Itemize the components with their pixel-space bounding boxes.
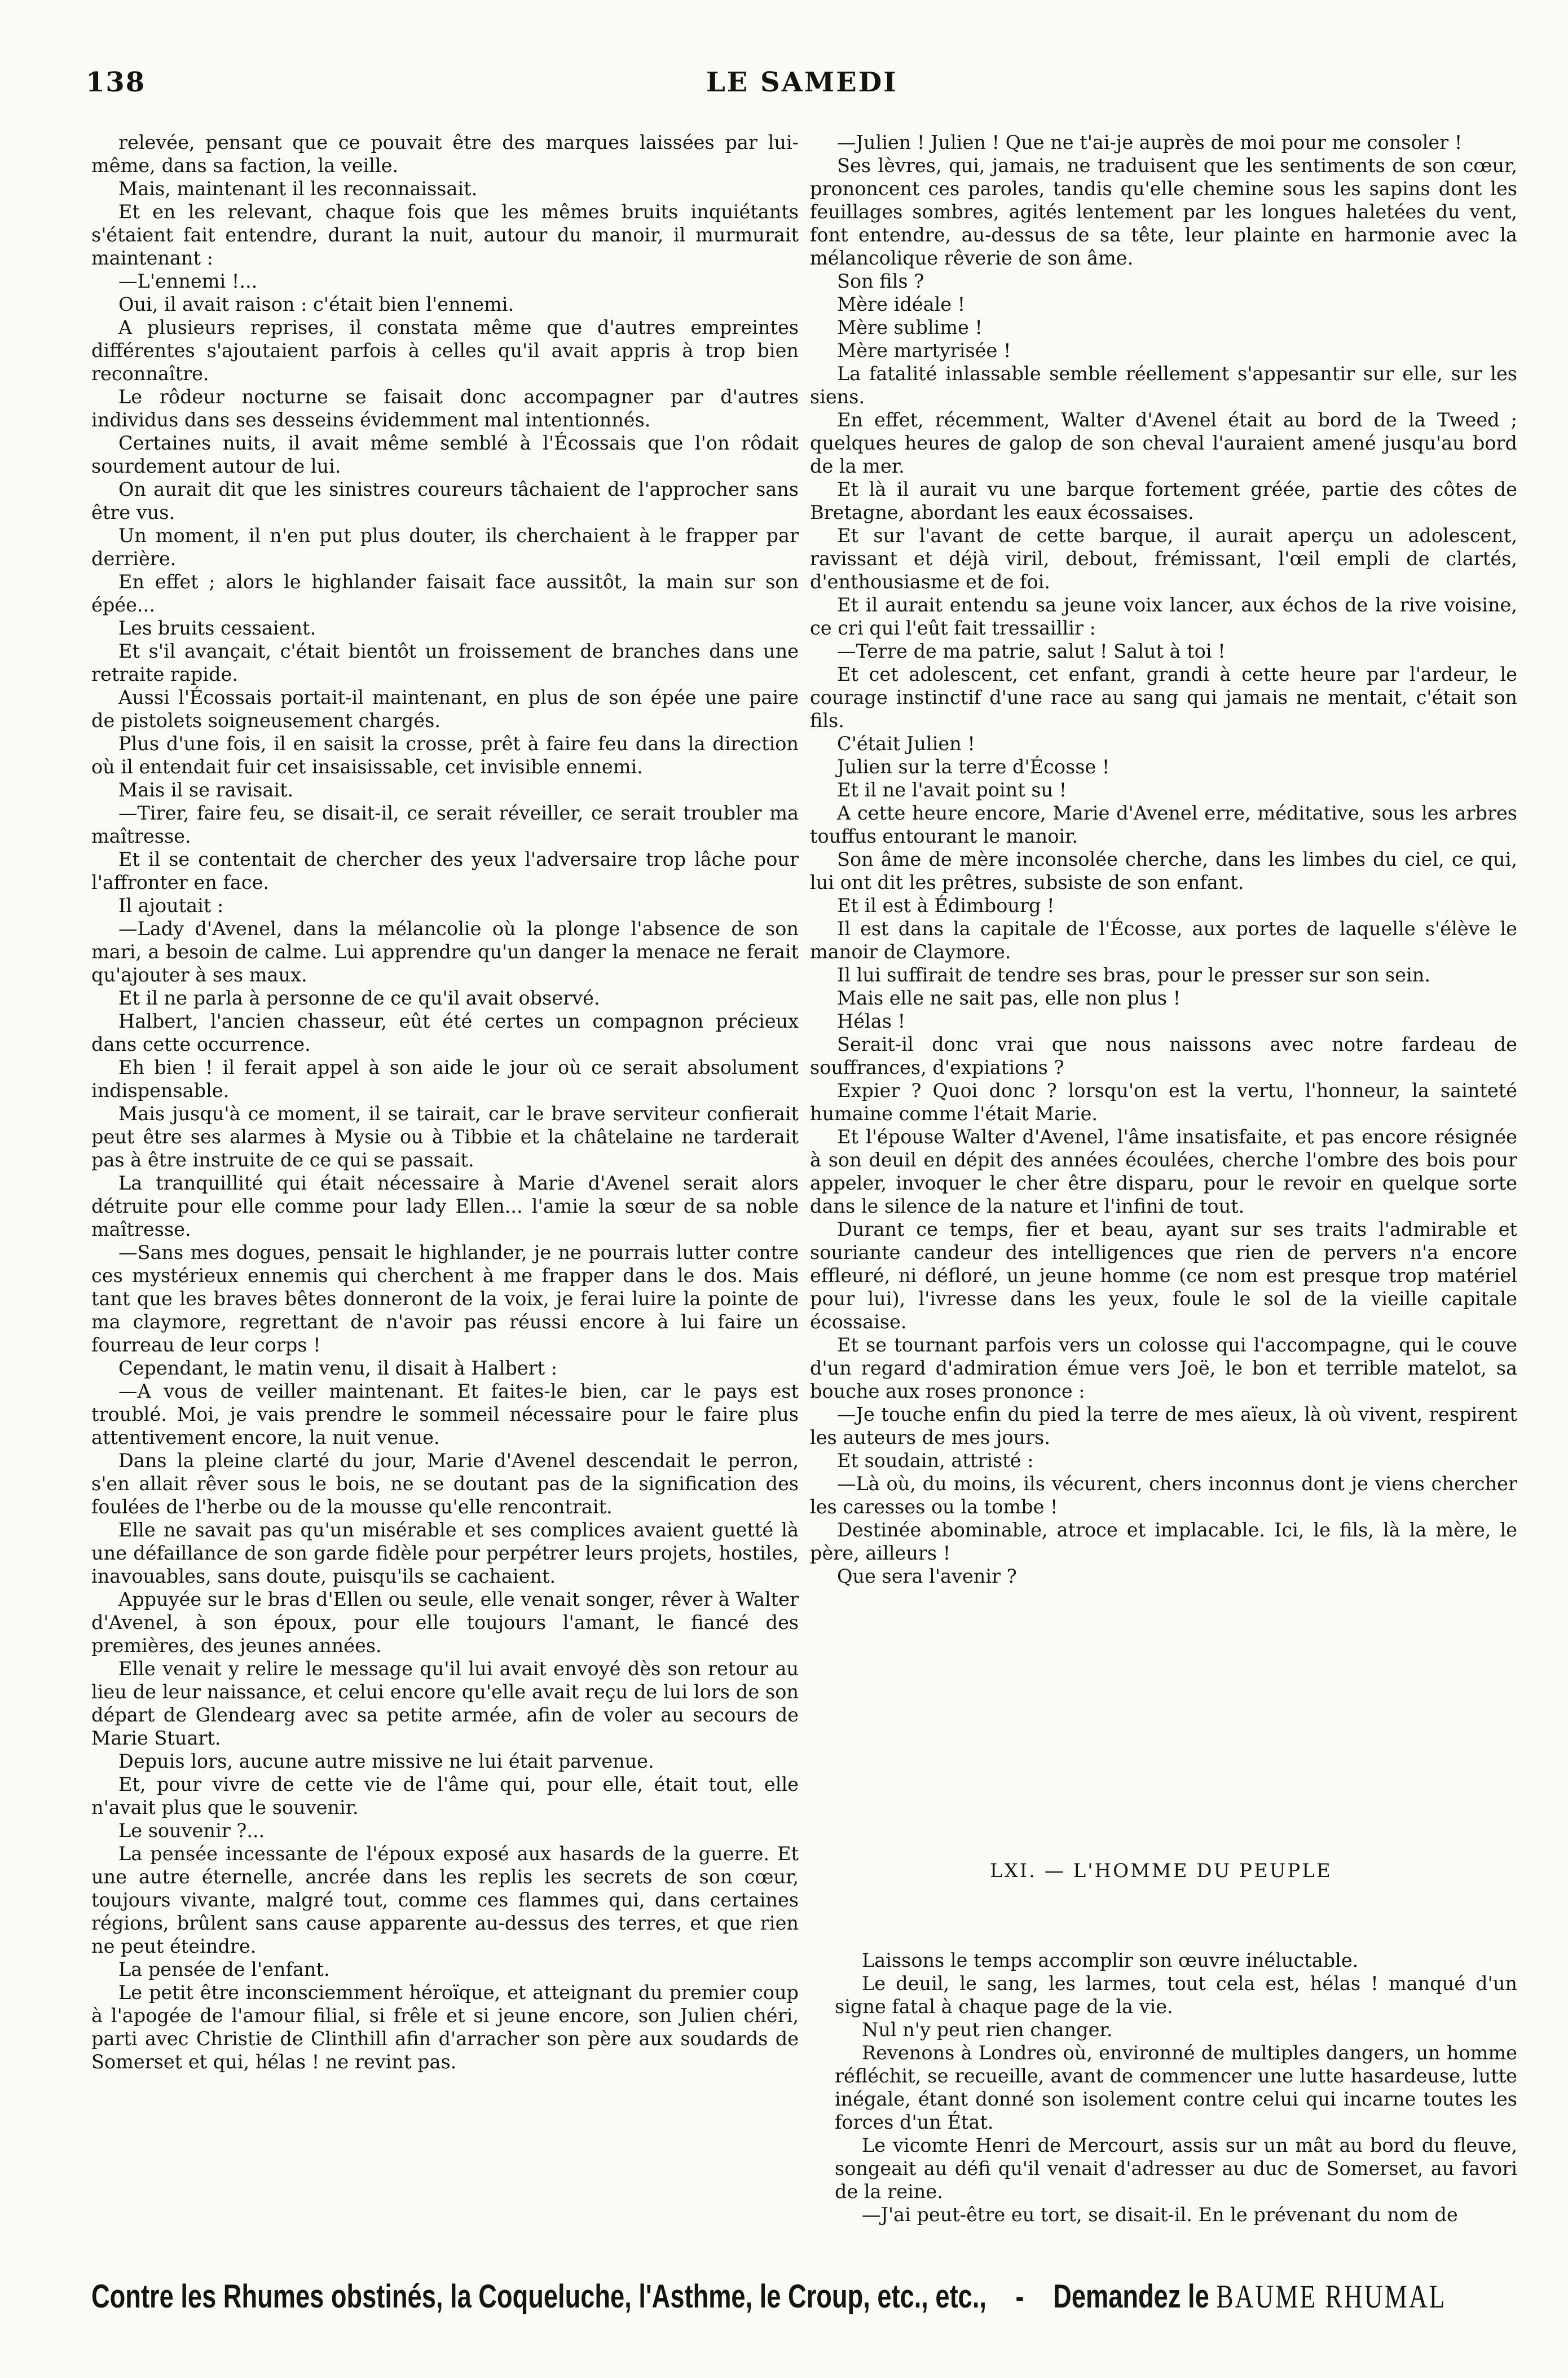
paragraph: Et cet adolescent, cet enfant, grandi à cette heure par l'ardeur, le courage instinctif d'une race au sang qui jamais ne mentait, c'était son fils. xyxy=(810,663,1517,732)
paragraph: Le rôdeur nocturne se faisait donc accompagner par d'autres individus dans ses desseins évidemment mal intentionnés. xyxy=(91,386,799,431)
paragraph: En effet ; alors le highlander faisait face aussitôt, la main sur son épée... xyxy=(91,571,799,616)
paragraph: Le souvenir ?... xyxy=(118,1820,265,1842)
paragraph: —J'ai peut-être eu tort, se disait-il. En le prévenant du nom de xyxy=(862,2204,1458,2226)
paragraph: Expier ? Quoi donc ? lorsqu'on est la vertu, l'honneur, la sainteté humaine comme l'était Marie. xyxy=(810,1080,1517,1125)
paragraph: Elle venait y relire le message qu'il lui avait envoyé dès son retour au lieu de leur naissance, et celui encore qu'elle avait reçu de lui lors de son départ de Glendearg avec sa petite armée, afin de voler au secours de Marie Stuart. xyxy=(91,1658,799,1749)
paragraph: Hélas ! xyxy=(837,1010,906,1032)
paragraph: Mère sublime ! xyxy=(837,316,983,338)
paragraph: A plusieurs reprises, il constata même que d'autres empreintes différentes s'ajoutaient parfois à celles qu'il avait appris à trop bien reconnaître. xyxy=(91,316,799,385)
section-body xyxy=(835,1949,1517,2226)
paragraph: Et il ne parla à personne de ce qu'il avait observé. xyxy=(118,987,600,1009)
paragraph: Mais jusqu'à ce moment, il se tairait, car le brave serviteur confierait peut être ses alarmes à Mysie ou à Tibbie et la châtelaine ne tarderait pas à être instruite de ce qui se passait. xyxy=(91,1103,799,1171)
paragraph: La fatalité inlassable semble réellement s'appesantir sur elle, sur les siens. xyxy=(810,363,1517,408)
paragraph: —Lady d'Avenel, dans la mélancolie où la plonge l'absence de son mari, a besoin de calme. Lui apprendre qu'un danger la menace ne ferait qu'ajouter à ses maux. xyxy=(91,918,799,986)
paragraph: Mais elle ne sait pas, elle non plus ! xyxy=(837,987,1181,1009)
paragraph: Et soudain, attristé : xyxy=(837,1450,1034,1472)
paragraph: Mais il se ravisait. xyxy=(118,779,294,801)
ad-separator: - xyxy=(1015,2278,1024,2315)
paragraph: Destinée abominable, atroce et implacable. Ici, le fils, là la mère, le père, ailleurs ! xyxy=(810,1519,1517,1564)
paragraph: A cette heure encore, Marie d'Avenel erre, méditative, sous les arbres touffus entourant le manoir. xyxy=(810,802,1517,847)
paragraph: Halbert, l'ancien chasseur, eût été certes un compagnon précieux dans cette occurrence. xyxy=(91,1010,799,1055)
paragraph: Et, pour vivre de cette vie de l'âme qui, pour elle, était tout, elle n'avait plus que le souvenir. xyxy=(91,1773,799,1818)
paragraph: Dans la pleine clarté du jour, Marie d'Avenel descendait le perron, s'en allait rêver sous le bois, ne se doutant pas de la signification des foulées de l'herbe ou de la mousse qu'elle rencontrait. xyxy=(91,1450,799,1518)
paragraph: Oui, il avait raison : c'était bien l'ennemi. xyxy=(118,293,514,315)
paragraph: Il lui suffirait de tendre ses bras, pour le presser sur son sein. xyxy=(837,964,1430,986)
paragraph: Et il aurait entendu sa jeune voix lancer, aux échos de la rive voisine, ce cri qui l'eût fait tressaillir : xyxy=(810,594,1517,639)
paragraph: relevée, pensant que ce pouvait être des marques laissées par lui-même, dans sa faction, la veille. xyxy=(91,131,799,177)
paragraph: Nul n'y peut rien changer. xyxy=(862,2019,1113,2041)
paragraph: Et là il aurait vu une barque fortement gréée, partie des côtes de Bretagne, abordant les eaux écossaises. xyxy=(810,478,1517,523)
paragraph: —Là où, du moins, ils vécurent, chers inconnus dont je viens chercher les caresses ou la tombe ! xyxy=(810,1473,1517,1518)
paragraph: Les bruits cessaient. xyxy=(118,617,316,639)
paragraph: —Terre de ma patrie, salut ! Salut à toi ! xyxy=(837,640,1226,662)
paragraph: On aurait dit que les sinistres coureurs tâchaient de l'approcher sans être vus. xyxy=(91,478,799,523)
paragraph: La pensée de l'enfant. xyxy=(118,1958,330,1980)
ad-brand: BAUME RHUMAL xyxy=(1216,2278,1447,2315)
paragraph: Mère idéale ! xyxy=(837,293,966,315)
paragraph: Eh bien ! il ferait appel à son aide le jour où ce serait absolument indispensable. xyxy=(91,1056,799,1102)
paragraph: Le petit être inconsciemment héroïque, et atteignant du premier coup à l'apogée de l'amour filial, si frêle et si jeune encore, son Julien chéri, parti avec Christie de Clinthill afin d'arracher son père aux soudards de Somerset et qui, hélas ! ne revint pas. xyxy=(91,1981,799,2073)
paragraph: Il ajoutait : xyxy=(118,895,224,917)
paragraph: —L'ennemi !... xyxy=(118,270,258,292)
ad-right-text: Demandez le xyxy=(1053,2278,1209,2315)
paragraph: La pensée incessante de l'époux exposé aux hasards de la guerre. Et une autre éternelle, ancrée dans les replis les secrets de son cœur, toujours vivante, malgré tout, comme ces flammes qui, dans certaines régions, brûlent sans cause apparente au-dessus des terres, et que rien ne peut éteindre. xyxy=(91,1843,799,1957)
paragraph: Plus d'une fois, il en saisit la crosse, prêt à faire feu dans la direction où il entendait fuir cet insaisissable, cet invisible ennemi. xyxy=(91,733,799,778)
journal-title: LE SAMEDI xyxy=(706,67,898,98)
paragraph: Il est dans la capitale de l'Écosse, aux portes de laquelle s'élève le manoir de Claymore. xyxy=(810,918,1517,963)
paragraph: —Sans mes dogues, pensait le highlander, je ne pourrais lutter contre ces mystérieux ennemis qui cherchent à me frapper dans le dos. Mais tant que les braves bêtes donneront de la voix, je ferai luire la pointe de ma claymore, regrettant de n'avoir pas réussi encore à lui faire un fourreau de leur corps ! xyxy=(91,1241,799,1356)
paragraph: Et se tournant parfois vers un colosse qui l'accompagne, qui le couve d'un regard d'admiration émue vers Joë, le bon et terrible matelot, sa bouche aux roses prononce : xyxy=(810,1334,1517,1402)
right-column xyxy=(810,131,1517,1588)
left-column xyxy=(91,131,799,2073)
paragraph: Et en les relevant, chaque fois que les mêmes bruits inquiétants s'étaient fait entendre, durant la nuit, autour du manoir, il murmurait maintenant : xyxy=(91,201,799,269)
paragraph: —Je touche enfin du pied la terre de mes aïeux, là où vivent, respirent les auteurs de mes jours. xyxy=(810,1403,1517,1448)
paragraph: En effet, récemment, Walter d'Avenel était au bord de la Tweed ; quelques heures de galop de son cheval l'auraient amené jusqu'au bord de la mer. xyxy=(810,409,1517,477)
paragraph: Revenons à Londres où, environné de multiples dangers, un homme réfléchit, se recueille, avant de commencer une lutte hasardeuse, lutte inégale, étant donné son isolement contre celui qui incarne toutes les forces d'un État. xyxy=(835,2042,1517,2133)
paragraph: Et l'épouse Walter d'Avenel, l'âme insatisfaite, et pas encore résignée à son deuil en dépit des années écoulées, cherche l'ombre des bois pour appeler, invoquer le cher être disparu, pour le revoir en quelque sorte dans le silence de la nature et l'infini de tout. xyxy=(810,1126,1517,1217)
paragraph: Elle ne savait pas qu'un misérable et ses complices avaient guetté là une défaillance de son garde fidèle pour perpétrer leurs projets, hostiles, inavouables, sans doute, puisqu'ils se cachaient. xyxy=(91,1519,799,1587)
paragraph: Son fils ? xyxy=(837,270,924,292)
page-number: 138 xyxy=(86,67,146,98)
paragraph: Aussi l'Écossais portait-il maintenant, en plus de son épée une paire de pistolets soigneusement chargés. xyxy=(91,686,799,732)
paragraph: Serait-il donc vrai que nous naissons avec notre fardeau de souffrances, d'expiations ? xyxy=(810,1033,1517,1078)
paragraph: —Tirer, faire feu, se disait-il, ce serait réveiller, ce serait troubler ma maîtresse. xyxy=(91,802,799,847)
paragraph: Cependant, le matin venu, il disait à Halbert : xyxy=(118,1357,558,1379)
paragraph: Mère martyrisée ! xyxy=(837,340,1011,362)
advertisement-banner xyxy=(91,2278,1447,2315)
paragraph: Et il ne l'avait point su ! xyxy=(837,779,1067,801)
paragraph: Ses lèvres, qui, jamais, ne traduisent que les sentiments de son cœur, prononcent ces paroles, tandis qu'elle chemine sous les sapins dont les feuillages sombres, agités lentement par les longues haletées du vent, font entendre, au-dessus de sa tête, leur plainte en harmonie avec la mélancolique rêverie de son âme. xyxy=(810,155,1517,269)
paragraph: Un moment, il n'en put plus douter, ils cherchaient à le frapper par derrière. xyxy=(91,525,799,570)
paragraph: Durant ce temps, fier et beau, ayant sur ses traits l'admirable et souriante candeur des intelligences que rien de pervers n'a encore effleuré, ni défloré, un jeune homme (ce nom est presque trop matériel pour lui), l'ivresse dans les yeux, foule le sol de la vieille capitale écossaise. xyxy=(810,1218,1517,1333)
paragraph: Son âme de mère inconsolée cherche, dans les limbes du ciel, ce qui, lui ont dit les prêtres, subsiste de son enfant. xyxy=(810,848,1517,893)
paragraph: —A vous de veiller maintenant. Et faites-le bien, car le pays est troublé. Moi, je vais prendre le sommeil nécessaire pour le faire plus attentivement encore, la nuit venue. xyxy=(91,1380,799,1448)
paragraph: C'était Julien ! xyxy=(837,733,975,755)
paragraph: Que sera l'avenir ? xyxy=(837,1565,1017,1587)
paragraph: Appuyée sur le bras d'Ellen ou seule, elle venait songer, rêver à Walter d'Avenel, à son époux, pour elle toujours l'amant, le fiancé des premières, des jeunes années. xyxy=(91,1588,799,1657)
paragraph: Et s'il avançait, c'était bientôt un froissement de branches dans une retraite rapide. xyxy=(91,640,799,685)
paragraph: Et sur l'avant de cette barque, il aurait aperçu un adolescent, ravissant et déjà viril, debout, frémissant, l'œil empli de clartés, d'enthousiasme et de foi. xyxy=(810,525,1517,593)
paragraph: La tranquillité qui était nécessaire à Marie d'Avenel serait alors détruite pour elle comme pour lady Ellen... l'amie la sœur de sa noble maîtresse. xyxy=(91,1172,799,1240)
paragraph: Depuis lors, aucune autre missive ne lui était parvenue. xyxy=(118,1750,654,1772)
paragraph: Et il est à Édimbourg ! xyxy=(837,895,1055,917)
paragraph: Certaines nuits, il avait même semblé à l'Écossais que l'on rôdait sourdement autour de lui. xyxy=(91,432,799,477)
paragraph: Laissons le temps accomplir son œuvre inéluctable. xyxy=(862,1949,1359,1971)
paragraph: Le deuil, le sang, les larmes, tout cela est, hélas ! manqué d'un signe fatal à chaque page de la vie. xyxy=(835,1972,1517,2018)
paragraph: Julien sur la terre d'Écosse ! xyxy=(837,756,1110,778)
section-title: LXI. — L'HOMME DU PEUPLE xyxy=(990,1860,1332,1882)
paragraph: —Julien ! Julien ! Que ne t'ai-je auprès de moi pour me consoler ! xyxy=(837,131,1463,153)
paragraph: Le vicomte Henri de Mercourt, assis sur un mât au bord du fleuve, songeait au défi qu'il venait d'adresser au duc de Somerset, au favori de la reine. xyxy=(835,2134,1517,2203)
ad-left-text: Contre les Rhumes obstinés, la Coqueluche, l'Asthme, le Croup, etc., etc., xyxy=(91,2278,986,2315)
paragraph: Mais, maintenant il les reconnaissait. xyxy=(118,178,478,200)
paragraph: Et il se contentait de chercher des yeux l'adversaire trop lâche pour l'affronter en face. xyxy=(91,848,799,893)
